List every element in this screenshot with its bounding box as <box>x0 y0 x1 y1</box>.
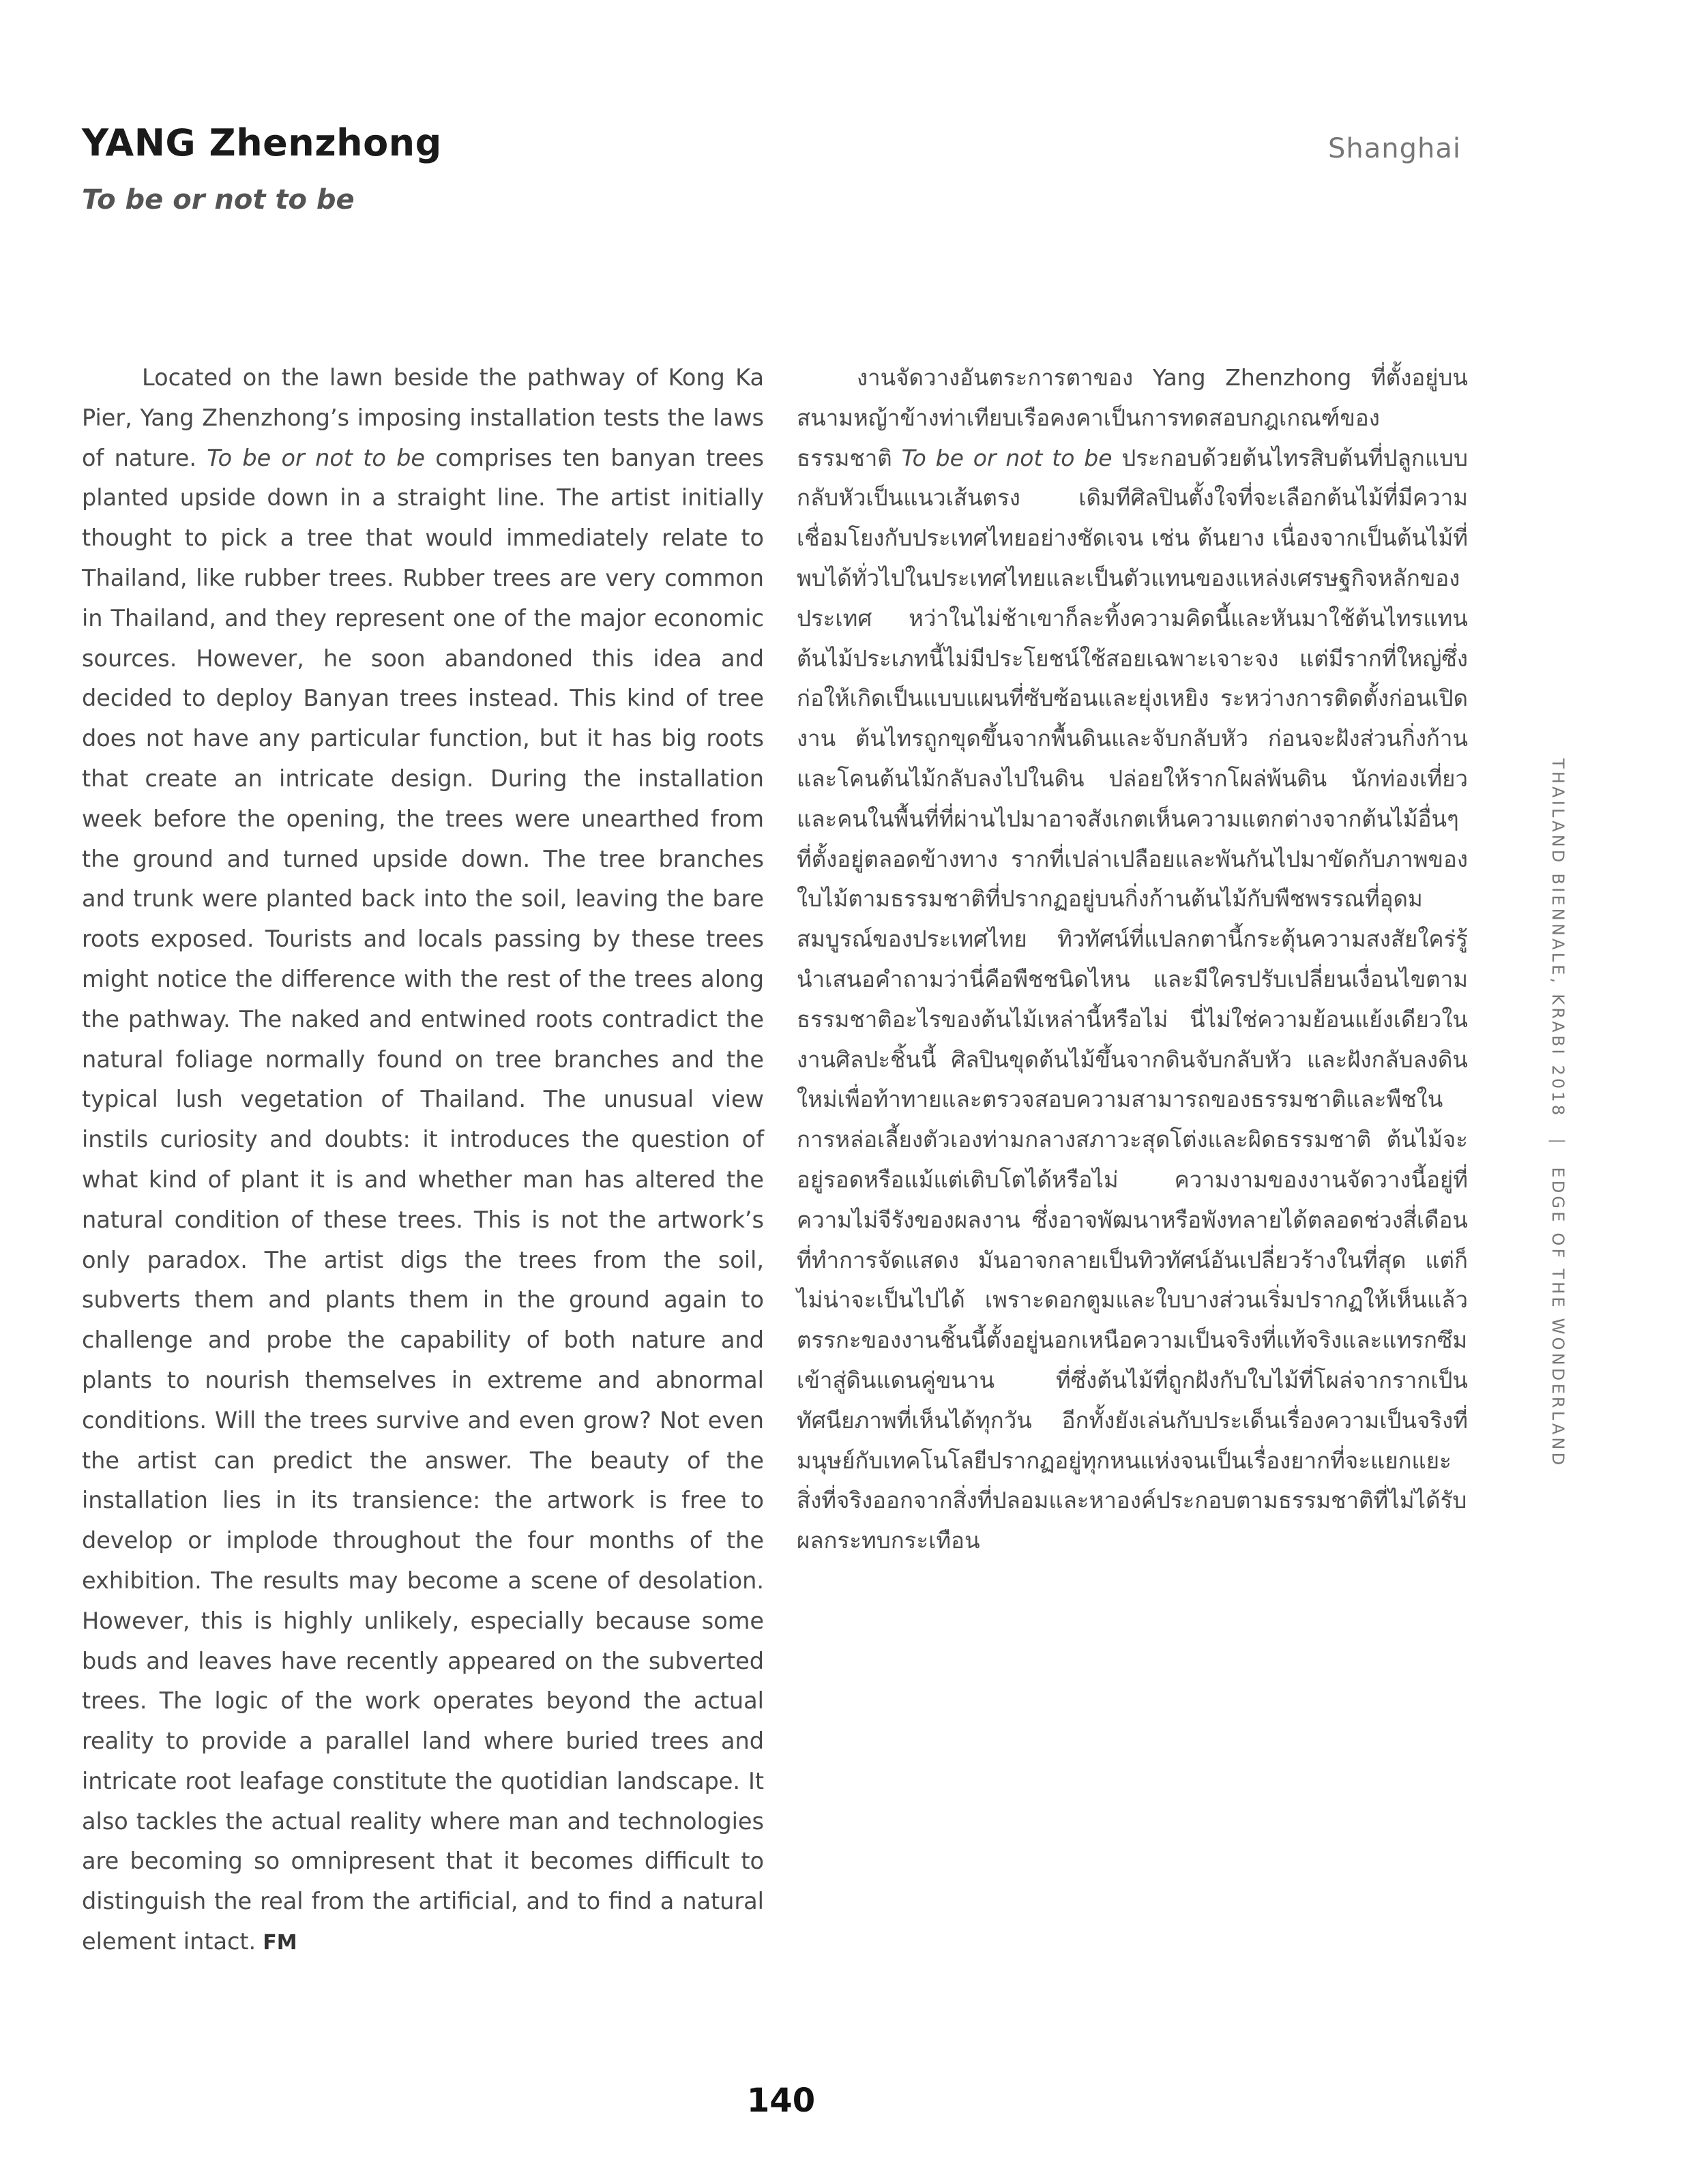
artist-name: YANG Zhenzhong <box>82 121 442 164</box>
city-label: Shanghai <box>1328 133 1461 164</box>
thai-title-italic: To be or not to be <box>901 444 1113 471</box>
english-text-column <box>82 358 764 1964</box>
running-header-separator: | <box>1548 1138 1567 1147</box>
vertical-running-header <box>1548 758 1567 1468</box>
page-number: 140 <box>746 2082 816 2120</box>
thai-paragraph-part-1: งานจัดวางอันตระการตาของ Yang Zhenzhong ที่ตั้งอยู่บนสนามหญ้าข้างท่าเทียบเรือคงคาเป็นการทดสอบกฎเกณฑ์ของธรรมชาติ <box>797 364 1468 471</box>
thai-text-column <box>797 358 1468 1561</box>
running-header-biennale: THAILAND BIENNALE, KRABI 2018 <box>1548 758 1567 1119</box>
work-title: To be or not to be <box>82 184 355 216</box>
running-header-exhibition: EDGE OF THE WONDERLAND <box>1548 1167 1567 1468</box>
english-title-italic: To be or not to be <box>207 444 426 471</box>
author-credit: FM <box>263 1931 297 1955</box>
thai-paragraph-part-2: ประกอบด้วยต้นไทรสิบต้นที่ปลูกแบบกลับหัวเป็นแนวเส้นตรง เดิมทีศิลปินตั้งใจที่จะเลือกต้นไม้ที่มีความเชื่อมโยงกับประเทศไทยอย่างชัดเจน เช่น ต้นยาง เนื่องจากเป็นต้นไม้ที่พบได้ทั่วไปในประเทศไทยและเป็นตัวแทนของแหล่งเศรษฐกิจหลักของประเทศ หว่าในไม่ช้าเขาก็ละทิ้งความคิดนี้และหันมาใช้ต้นไทรแทน ต้นไม้ประเภทนี้ไม่มีประโยชน์ใช้สอยเฉพาะเจาะจง แต่มีรากที่ใหญ่ซึ่งก่อให้เกิดเป็นแบบแผนที่ซับซ้อนและยุ่งเหยิง ระหว่างการติดตั้งก่อนเปิดงาน ต้นไทรถูกขุดขึ้นจากพื้นดินและจับกลับหัว ก่อนจะฝังส่วนกิ่งก้านและโคนต้นไม้กลับลงไปในดิน ปล่อยให้รากโผล่พ้นดิน นักท่องเที่ยวและคนในพื้นที่ที่ผ่านไปมาอาจสังเกตเห็นความแตกต่างจากต้นไม้อื่นๆ ที่ตั้งอยู่ตลอดข้างทาง รากที่เปล่าเปลือยและพันกันไปมาขัดกับภาพของใบไม้ตามธรรมชาติที่ปรากฏอยู่บนกิ่งก้านต้นไม้กับพืชพรรณที่อุดมสมบูรณ์ของประเทศไทย ทิวทัศน์ที่แปลกตานี้กระตุ้นความสงสัยใคร่รู้ นำเสนอคำถามว่านี่คือพืชชนิดไหน และมีใครปรับเปลี่ยนเงื่อนไขตามธรรมชาติอะไรของต้นไม้เหล่านี้หรือไม่ นี่ไม่ใช่ความย้อนแย้งเดียวในงานศิลปะชิ้นนี้ ศิลปินขุดต้นไม้ขึ้นจากดินจับกลับหัว และฝังกลับลงดินใหม่เพื่อท้าทายและตรวจสอบความสามารถของธรรมชาติและพืชในการหล่อเลี้ยงตัวเองท่ามกลางสภาวะสุดโต่งและผิดธรรมชาติ ต้นไม้จะอยู่รอดหรือแม้แต่เติบโตได้หรือไม่ ความงามของงานจัดวางนี้อยู่ที่ความไม่จีรังของผลงาน ซึ่งอาจพัฒนาหรือพังทลายได้ตลอดช่วงสี่เดือนที่ทำการจัดแสดง มันอาจกลายเป็นทิวทัศน์อันเปลี่ยวร้างในที่สุด แต่ก็ไม่น่าจะเป็นไปได้ เพราะดอกตูมและใบบางส่วนเริ่มปรากฏให้เห็นแล้ว ตรรกะของงานชิ้นนี้ตั้งอยู่นอกเหนือความเป็นจริงที่แท้จริงและแทรกซึมเข้าสู่ดินแดนคู่ขนาน ที่ซึ่งต้นไม้ที่ถูกฝังกับใบไม้ที่โผล่จากรากเป็นทัศนียภาพที่เห็นได้ทุกวัน อีกทั้งยังเล่นกับประเด็นเรื่องความเป็นจริงที่มนุษย์กับเทคโนโลยีปรากฏอยู่ทุกหนแห่งจนเป็นเรื่องยากที่จะแยกแยะสิ่งที่จริงออกจากสิ่งที่ปลอมและหาองค์ประกอบตามธรรมชาติที่ไม่ได้รับผลกระทบกระเทือน <box>797 444 1468 1554</box>
english-paragraph-part-2: comprises ten banyan trees planted upside down in a straight line. The artist initially thought to pick a tree that would immediately relate to Thailand, like rubber trees. Rubber trees are very common in Thailand, and they represent one of the major economic sources. However, he soon abandoned this idea and decided to deploy Banyan trees instead. This kind of tree does not have any particular function, but it has big roots that create an intricate design. During the installation week before the opening, the trees were unearthed from the ground and turned upside down. The tree branches and trunk were planted back into the soil, leaving the bare roots exposed. Tourists and locals passing by these trees might notice the difference with the rest of the trees along the pathway. The naked and entwined roots contradict the natural foliage normally found on tree branches and the typical lush vegetation of Thailand. The unusual view instils curiosity and doubts: it introduces the question of what kind of plant it is and whether man has altered the natural condition of these trees. This is not the artwork’s only paradox. The artist digs the trees from the soil, subverts them and plants them in the ground again to challenge and probe the capability of both nature and plants to nourish themselves in extreme and abnormal conditions. Will the trees survive and even grow? Not even the artist can predict the answer. The beauty of the installation lies in its transience: the artwork is free to develop or implode throughout the four months of the exhibition. The results may become a scene of desolation. However, this is highly unlikely, especially because some buds and leaves have recently appeared on the subverted trees. The logic of the work operates beyond the actual reality to provide a parallel land where buried trees and intricate root leafage constitute the quotidian landscape. It also tackles the actual reality where man and technologies are becoming so omnipresent that it becomes difficult to distinguish the real from the artificial, and to find a natural element intact. <box>82 444 764 1955</box>
english-paragraph-part-1: Located on the lawn beside the pathway of Kong Ka Pier, Yang Zhenzhong’s imposing installation tests the laws of nature. <box>82 364 764 471</box>
